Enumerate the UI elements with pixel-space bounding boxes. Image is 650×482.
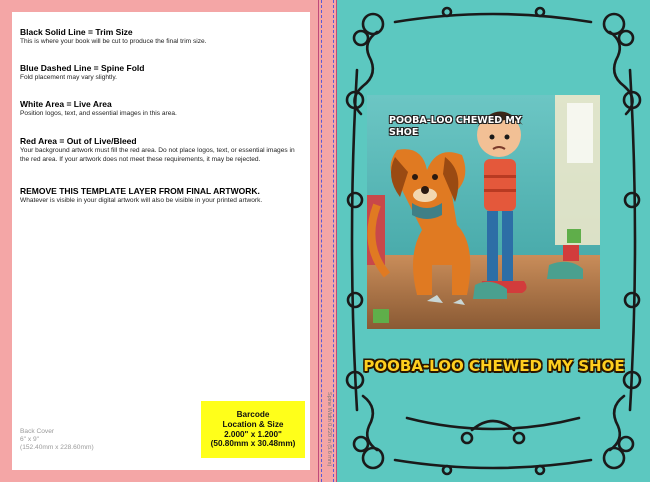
instruction-trim <box>20 27 305 47</box>
illustration-title: POOBA-LOO CHEWED MY SHOE <box>389 115 522 138</box>
instruction-heading: Black Solid Line = Trim Size <box>20 27 133 37</box>
barcode-box <box>201 401 305 458</box>
instruction-heading: REMOVE THIS TEMPLATE LAYER FROM FINAL ARTWORK. <box>20 186 260 196</box>
instruction-body: Whatever is visible in your digital artwork will also be visible in your printed artwork. <box>20 197 263 204</box>
barcode-location: Location & Size <box>222 419 284 429</box>
instruction-spine <box>20 63 305 83</box>
instruction-bleed <box>20 136 305 164</box>
spine-fold-line-right <box>333 0 334 482</box>
back-cover-info <box>20 428 94 453</box>
back-cover-size-mm: (152.40mm x 228.60mm) <box>20 444 94 452</box>
front-cover-title: POOBA-LOO CHEWED MY SHOE <box>363 357 625 375</box>
instruction-live <box>20 99 305 119</box>
trim-line-left <box>318 0 319 482</box>
barcode-size-mm: (50.80mm x 30.48mm) <box>210 439 296 449</box>
instruction-heading: Blue Dashed Line = Spine Fold <box>20 63 145 73</box>
instruction-heading: Red Area = Out of Live/Bleed <box>20 136 137 146</box>
instruction-body: Your background artwork must fill the red area. Do not place logos, text, or essential images in the red area. If your artwork does not meet these requirements, it may be rejected. <box>20 147 295 163</box>
barcode-size-in: 2.000" x 1.200" <box>224 429 282 439</box>
instruction-body: Fold placement may vary slightly. <box>20 74 117 81</box>
barcode-title: Barcode <box>236 410 270 420</box>
cover-illustration <box>367 95 600 329</box>
instruction-body: Position logos, text, and essential images in this area. <box>20 110 177 117</box>
instruction-remove-template <box>20 186 305 206</box>
instruction-heading: White Area = Live Area <box>20 99 112 109</box>
back-cover-label: Back Cover <box>20 428 55 435</box>
instruction-body: This is where your book will be cut to produce the final trim size. <box>20 38 207 45</box>
back-cover-size-in: 6" x 9" <box>20 436 39 444</box>
spine-width-label: Spine Width 0.220 in (5.6 mm) <box>326 392 332 467</box>
